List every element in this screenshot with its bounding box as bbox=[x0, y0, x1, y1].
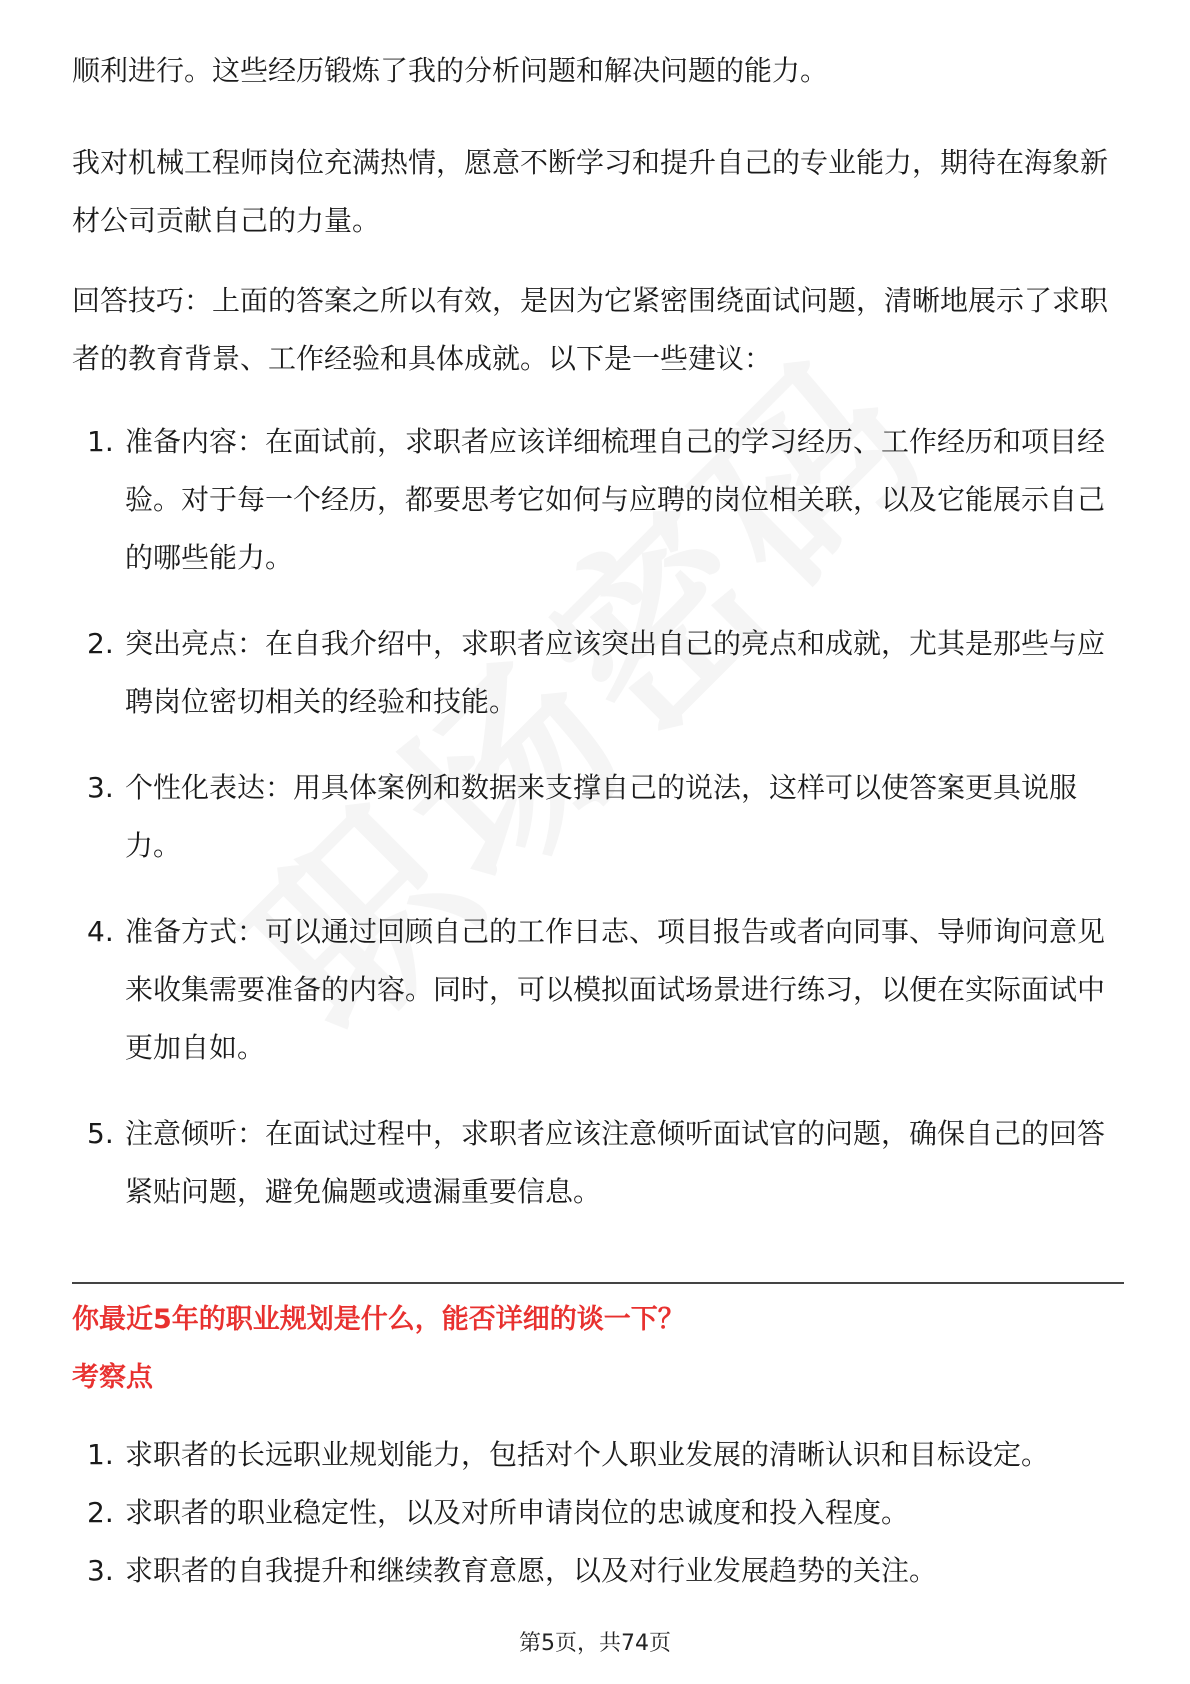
list-item bbox=[72, 903, 1122, 1077]
assessment-points-list bbox=[72, 1426, 1122, 1600]
list-item bbox=[72, 1484, 1122, 1542]
list-text: 求职者的长远职业规划能力，包括对个人职业发展的清晰认识和目标设定。 bbox=[125, 1438, 1050, 1471]
section-divider bbox=[72, 1282, 1124, 1284]
list-number: 1. bbox=[87, 425, 114, 458]
tips-paragraph: 回答技巧：上面的答案之所以有效，是因为它紧密围绕面试问题，清晰地展示了求职者的教育背景、工作经验和具体成就。以下是一些建议： bbox=[72, 284, 1109, 375]
interview-question-heading: 你最近5年的职业规划是什么，能否详细的谈一下？ bbox=[72, 1304, 685, 1335]
list-item bbox=[72, 1105, 1122, 1221]
list-number: 5. bbox=[87, 1117, 114, 1150]
list-text: 个性化表达：用具体案例和数据来支撑自己的说法，这样可以使答案更具说服力。 bbox=[125, 771, 1078, 862]
section-label: 考察点 bbox=[72, 1362, 153, 1393]
list-number: 2. bbox=[87, 1496, 114, 1529]
passion-paragraph: 我对机械工程师岗位充满热情，愿意不断学习和提升自己的专业能力，期待在海象新材公司贡献自己的力量。 bbox=[72, 146, 1109, 237]
list-item bbox=[72, 1426, 1122, 1484]
list-text: 准备内容：在面试前，求职者应该详细梳理自己的学习经历、工作经历和项目经验。对于每一个经历，都要思考它如何与应聘的岗位相关联，以及它能展示自己的哪些能力。 bbox=[125, 425, 1106, 574]
tips-list bbox=[72, 413, 1122, 1249]
list-text: 求职者的自我提升和继续教育意愿，以及对行业发展趋势的关注。 bbox=[125, 1554, 938, 1587]
page-footer: 第5页，共74页 bbox=[519, 1631, 671, 1656]
list-item bbox=[72, 413, 1122, 587]
list-number: 4. bbox=[87, 915, 114, 948]
list-item bbox=[72, 615, 1122, 731]
list-text: 准备方式：可以通过回顾自己的工作日志、项目报告或者向同事、导师询问意见来收集需要准备的内容。同时，可以模拟面试场景进行练习，以便在实际面试中更加自如。 bbox=[125, 915, 1106, 1064]
list-number: 3. bbox=[87, 1554, 114, 1587]
list-number: 2. bbox=[87, 627, 114, 660]
list-number: 3. bbox=[87, 771, 114, 804]
list-number: 1. bbox=[87, 1438, 114, 1471]
intro-tail-paragraph: 顺利进行。这些经历锻炼了我的分析问题和解决问题的能力。 bbox=[72, 54, 829, 87]
list-item bbox=[72, 1542, 1122, 1600]
list-text: 求职者的职业稳定性，以及对所申请岗位的忠诚度和投入程度。 bbox=[125, 1496, 910, 1529]
list-item bbox=[72, 759, 1122, 875]
list-text: 注意倾听：在面试过程中，求职者应该注意倾听面试官的问题，确保自己的回答紧贴问题，避免偏题或遗漏重要信息。 bbox=[125, 1117, 1106, 1208]
list-text: 突出亮点：在自我介绍中，求职者应该突出自己的亮点和成就，尤其是那些与应聘岗位密切相关的经验和技能。 bbox=[125, 627, 1106, 718]
